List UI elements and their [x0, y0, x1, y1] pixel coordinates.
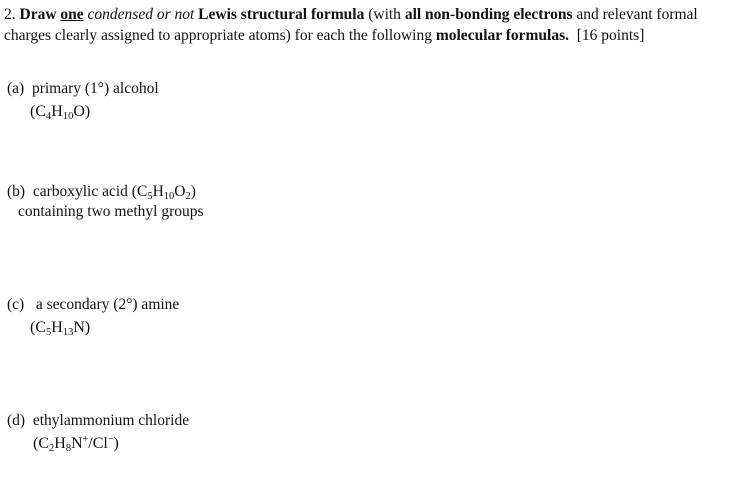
part-b-subtext: containing two methyl groups	[18, 203, 204, 220]
part-c	[7, 295, 179, 315]
nonbonding-phrase: all non-bonding electrons	[404, 6, 573, 23]
one-word: one	[60, 6, 84, 23]
with-word: (with	[368, 6, 401, 23]
part-a	[7, 79, 159, 99]
part-c-label: (c)	[7, 296, 25, 313]
part-c-formula: $(C_5H_{13}N)$	[30, 319, 91, 338]
draw-word: Draw	[19, 6, 57, 23]
part-b: (b) carboxylic acid $(C_5H_{10}O_2)$	[7, 183, 196, 202]
part-b-text: carboxylic acid (C	[32, 183, 148, 200]
molecular-formulas-phrase: molecular formulas.	[435, 27, 570, 44]
question-number: 2.	[4, 6, 16, 23]
part-d	[7, 411, 189, 431]
part-c-text: a secondary (2°) amine	[35, 296, 180, 313]
instruction-text: and relevant formal charges clearly assigned to appropriate atoms) for each the following	[4, 6, 698, 44]
question-header	[4, 4, 744, 46]
part-a-text: primary (1°) alcohol	[31, 80, 159, 97]
points-text: [16 points]	[576, 27, 645, 44]
part-d-text: ethylammonium chloride	[32, 412, 190, 429]
part-a-label: (a)	[7, 80, 25, 97]
part-d-label: (d)	[7, 412, 26, 429]
part-d-formula: $(C_2H_8N^+/Cl^-)$	[33, 434, 119, 454]
condensed-phrase: condensed or not	[87, 6, 195, 23]
part-b-label: (b)	[7, 183, 26, 200]
lewis-phrase: Lewis structural formula	[198, 6, 365, 23]
part-a-formula: $(C_4H_{10}O)$	[30, 103, 91, 122]
